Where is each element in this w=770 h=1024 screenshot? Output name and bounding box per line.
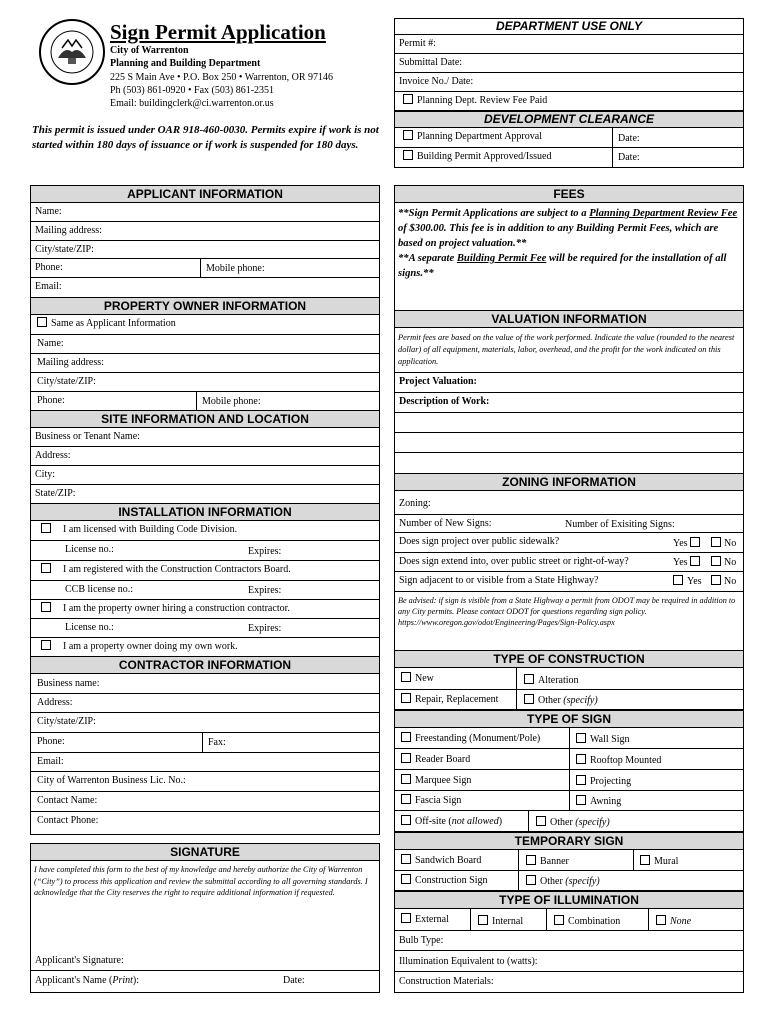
page-title: Sign Permit Application [110, 20, 326, 44]
description-label: Description of Work: [399, 396, 490, 407]
combination[interactable] [554, 915, 620, 928]
none-checkbox[interactable] [656, 915, 666, 925]
construction-new-label: New [415, 673, 434, 684]
applicant-name-label: Name: [35, 206, 62, 217]
submittal-date-label: Submittal Date: [399, 57, 463, 68]
applicant-signature-label: Applicant's Signature: [35, 955, 124, 966]
q1-yes-label: Yes [673, 538, 688, 549]
q2-yes-checkbox[interactable] [690, 556, 700, 566]
contractor-title: CONTRACTOR INFORMATION [30, 656, 380, 674]
q3-no-checkbox[interactable] [711, 575, 721, 585]
sign-other-checkbox[interactable] [536, 816, 546, 826]
q3-yes-checkbox[interactable] [673, 575, 683, 585]
projecting-checkbox[interactable] [576, 775, 586, 785]
planning-approval-checkbox[interactable] [403, 130, 413, 140]
fees-p1-c: of $300.00. This fee is in addition to any Building Permit Fees, which are based on project valuation.** [398, 223, 719, 249]
q1-label: Does sign project over public sidewalk? [399, 536, 560, 547]
bulb-type-label: Bulb Type: [399, 935, 444, 946]
dept-name: Planning and Building Department [110, 58, 261, 69]
q3-yes[interactable] [673, 575, 702, 588]
construction-new-checkbox[interactable] [401, 672, 411, 682]
contractor-address-field[interactable] [31, 694, 379, 713]
external-label: External [415, 914, 449, 925]
odot-advisory-text: Be advised: if sign is visible from a State Highway a permit from ODOT may be required in addition to any City permits. Please contact ODOT for questions regarding sign policy. [398, 596, 736, 616]
review-fee-checkbox[interactable] [403, 94, 413, 104]
marquee-label: Marquee Sign [415, 775, 472, 786]
dept-email: Email: buildingclerk@ci.warrenton.or.us [110, 98, 274, 109]
applicant-phone-label: Phone: [35, 262, 63, 273]
department-use-title: DEPARTMENT USE ONLY [394, 18, 744, 35]
sign-other[interactable] [536, 816, 610, 829]
construction-sign-label: Construction Sign [415, 875, 488, 886]
project-valuation-label: Project Valuation: [399, 376, 477, 387]
owner-title: PROPERTY OWNER INFORMATION [30, 297, 380, 315]
contractor-business-label: Business name: [37, 678, 100, 689]
internal-label: Internal [492, 916, 524, 927]
applicant-email-label: Email: [35, 281, 62, 292]
owner-mailing-field[interactable] [31, 354, 379, 373]
sandwich-board-label: Sandwich Board [415, 855, 482, 866]
q2-no-label: No [724, 557, 737, 568]
none-option[interactable] [656, 915, 691, 928]
banner-checkbox[interactable] [526, 855, 536, 865]
contractor-fax-label: Fax: [208, 737, 226, 748]
permit-number-field[interactable] [395, 35, 743, 54]
installation-opt3[interactable] [31, 600, 379, 619]
installation-opt1-checkbox[interactable] [41, 523, 51, 533]
owner-mobile-label: Mobile phone: [202, 396, 261, 407]
sign-other-label: Other [550, 817, 576, 828]
ccb-label: CCB license no.: [65, 584, 134, 595]
site-state-label: State/ZIP: [35, 488, 76, 499]
q2-no-checkbox[interactable] [711, 556, 721, 566]
applicant-name-field[interactable] [31, 203, 379, 222]
construction-alteration-checkbox[interactable] [524, 674, 534, 684]
site-title: SITE INFORMATION AND LOCATION [30, 410, 380, 428]
illumination-title: TYPE OF ILLUMINATION [394, 891, 744, 909]
offsite-end: ) [498, 816, 503, 827]
project-valuation-field[interactable] [395, 373, 743, 393]
installation-opt2-label: I am registered with the Construction Contractors Board. [63, 564, 291, 575]
owner-same-checkbox[interactable] [37, 317, 47, 327]
not-allowed-label: not allowed [451, 816, 499, 827]
internal[interactable] [478, 915, 523, 928]
materials-field[interactable] [395, 972, 743, 992]
sandwich-board-checkbox[interactable] [401, 854, 411, 864]
freestanding-checkbox[interactable] [401, 732, 411, 742]
site-state-field[interactable] [31, 485, 379, 503]
temp-row1 [395, 850, 743, 871]
watts-field[interactable] [395, 951, 743, 972]
freestanding-label: Freestanding (Monument/Pole) [415, 733, 541, 744]
zoning-label: Zoning: [399, 498, 431, 509]
offsite-label: Off-site ( [415, 816, 452, 827]
description-line4[interactable] [395, 453, 743, 473]
temporary-title: TEMPORARY SIGN [394, 832, 744, 850]
rooftop-label: Rooftop Mounted [590, 755, 662, 766]
planning-approval-date: Date: [618, 133, 640, 144]
bulb-type-field[interactable] [395, 931, 743, 951]
applicant-email-field[interactable] [31, 278, 379, 297]
fees-p1-a: **Sign Permit Applications are subject to a [398, 208, 590, 219]
projecting-label: Projecting [590, 776, 632, 787]
q2-yes[interactable] [673, 556, 704, 569]
mural-checkbox[interactable] [640, 855, 650, 865]
site-address-label: Address: [35, 450, 71, 461]
applicant-title: APPLICANT INFORMATION [30, 185, 380, 203]
signature-statement: I have completed this form to the best of my knowledge and hereby authorize the City of Warrenton (“City”) to process this application and review the submittal according to all governing standards. I acknowledge that the City reserves the right to require additional information if requested. [34, 865, 368, 897]
construction-repair-checkbox[interactable] [401, 693, 411, 703]
site-business-label: Business or Tenant Name: [35, 431, 140, 442]
city-seal [38, 18, 106, 86]
invoice-field[interactable] [395, 73, 743, 92]
combination-label: Combination [568, 916, 621, 927]
reader-board-label: Reader Board [415, 754, 471, 765]
expires1-label: Expires: [248, 546, 282, 557]
contractor-business-field[interactable] [31, 674, 379, 694]
contractor-address-label: Address: [37, 697, 73, 708]
q3-no[interactable] [711, 575, 736, 588]
installation-license3[interactable] [31, 619, 379, 638]
q1-yes[interactable] [673, 537, 704, 550]
installation-opt4[interactable] [31, 638, 379, 656]
applicant-signature-field[interactable] [31, 951, 379, 971]
building-approval-label: Building Permit Approved/Issued [417, 151, 552, 162]
site-address-field[interactable] [31, 447, 379, 466]
building-approval-checkbox[interactable] [403, 150, 413, 160]
reader-board-checkbox[interactable] [401, 753, 411, 763]
construction-specify: (specify) [563, 695, 598, 706]
print-name-label: Applicant's Name ( [35, 975, 113, 986]
dev-clearance-title: DEVELOPMENT CLEARANCE [394, 111, 744, 128]
fascia-label: Fascia Sign [415, 795, 462, 806]
q1-yes-checkbox[interactable] [690, 537, 700, 547]
contractor-city-field[interactable] [31, 713, 379, 733]
applicant-mobile-label: Mobile phone: [206, 263, 265, 274]
contractor-phone-field[interactable] [31, 733, 379, 753]
expires2-label: Expires: [248, 585, 282, 596]
marquee-checkbox[interactable] [401, 774, 411, 784]
construction-other[interactable] [524, 694, 598, 707]
signature-title: SIGNATURE [30, 843, 380, 861]
awning[interactable] [576, 795, 621, 808]
offsite-checkbox[interactable] [401, 815, 411, 825]
installation-opt1[interactable] [31, 521, 379, 541]
site-business-field[interactable] [31, 428, 379, 447]
owner-same-row[interactable] [31, 315, 379, 335]
contractor-license-field[interactable] [31, 772, 379, 792]
projecting[interactable] [576, 775, 631, 788]
applicant-city-label: City/state/ZIP: [35, 244, 94, 255]
installation-opt3-label: I am the property owner hiring a construction contractor. [63, 603, 290, 614]
q1-no-checkbox[interactable] [711, 537, 721, 547]
fees-text [398, 206, 738, 281]
dept-phone: Ph (503) 861-0920 • Fax (503) 861-2351 [110, 85, 275, 96]
q1-no-label: No [724, 538, 737, 549]
description-field[interactable] [395, 393, 743, 413]
owner-name-label: Name: [37, 338, 64, 349]
none-label: None [670, 916, 692, 927]
odot-url[interactable]: https://www.oregon.gov/odot/Engineering/Pages/Sign-Policy.aspx [398, 618, 615, 627]
applicant-mailing-field[interactable] [31, 222, 379, 241]
installation-opt1-label: I am licensed with Building Code Division. [63, 524, 238, 535]
temp-other[interactable] [526, 875, 600, 888]
zoning-title: ZONING INFORMATION [394, 473, 744, 491]
construction-alteration[interactable] [524, 674, 579, 687]
installation-ccb[interactable] [31, 581, 379, 600]
valuation-note: Permit fees are based on the value of the work performed. Indicate the value (rounded to the nearest dollar) of all equipment, materials, labor, overhead, and the profit for the work indicated on this application. [398, 333, 735, 366]
owner-name-field[interactable] [31, 335, 379, 354]
submittal-date-field[interactable] [395, 54, 743, 73]
planning-approval-row[interactable] [395, 128, 743, 148]
wall-sign[interactable] [576, 733, 629, 746]
valuation-title: VALUATION INFORMATION [394, 310, 744, 328]
fees-p2-c: will be required for the installation of all signs.** [398, 253, 727, 279]
wall-sign-checkbox[interactable] [576, 733, 586, 743]
fees-p1-b: Planning Department Review Fee [589, 208, 738, 219]
site-city-field[interactable] [31, 466, 379, 485]
signature-date-label: Date: [283, 975, 305, 986]
city-name: City of Warrenton [110, 45, 189, 56]
materials-label: Construction Materials: [399, 976, 494, 987]
q3-no-label: No [724, 576, 737, 587]
construction-other-checkbox[interactable] [524, 694, 534, 704]
installation-opt4-label: I am a property owner doing my own work. [63, 641, 238, 652]
installation-opt2[interactable] [31, 561, 379, 581]
q3-label: Sign adjacent to or visible from a State Highway? [399, 575, 599, 586]
dept-address: 225 S Main Ave • P.O. Box 250 • Warrenton, OR 97146 [110, 72, 334, 83]
owner-city-label: City/state/ZIP: [37, 376, 96, 387]
q3-yes-label: Yes [687, 576, 702, 587]
print-name-end: ): [132, 975, 140, 986]
contractor-contact-name-label: Contact Name: [37, 795, 98, 806]
contractor-email-label: Email: [37, 756, 64, 767]
rooftop[interactable] [576, 754, 661, 767]
applicant-print-name-field[interactable] [31, 971, 379, 992]
odot-advisory [398, 595, 738, 628]
license3-label: License no.: [65, 622, 114, 633]
new-signs-label: Number of New Signs: [399, 518, 492, 529]
q2-no[interactable] [711, 556, 736, 569]
awning-checkbox[interactable] [576, 795, 586, 805]
installation-opt3-checkbox[interactable] [41, 602, 51, 612]
fees-title: FEES [394, 185, 744, 203]
expires3-label: Expires: [248, 623, 282, 634]
temp-other-checkbox[interactable] [526, 875, 536, 885]
owner-mailing-label: Mailing address: [37, 357, 104, 368]
existing-signs-label: Number of Exisiting Signs: [565, 519, 675, 530]
temp-other-label: Other [540, 876, 566, 887]
construction-alteration-label: Alteration [538, 675, 579, 686]
banner[interactable] [526, 855, 569, 868]
site-city-label: City: [35, 469, 56, 480]
construction-title: TYPE OF CONSTRUCTION [394, 650, 744, 668]
banner-label: Banner [540, 856, 569, 867]
awning-label: Awning [590, 796, 622, 807]
q1-no[interactable] [711, 537, 736, 550]
mural[interactable] [640, 855, 678, 868]
sign-type-title: TYPE OF SIGN [394, 710, 744, 728]
building-approval-row[interactable] [395, 148, 743, 167]
contractor-contact-name-field[interactable] [31, 792, 379, 812]
installation-license1[interactable] [31, 541, 379, 561]
q2-label: Does sign extend into, over public street or right-of-way? [399, 556, 629, 567]
temp-specify: (specify) [565, 876, 600, 887]
owner-phone-label: Phone: [37, 395, 65, 406]
contractor-city-label: City/state/ZIP: [37, 716, 96, 727]
combination-checkbox[interactable] [554, 915, 564, 925]
internal-checkbox[interactable] [478, 915, 488, 925]
contractor-license-label: City of Warrenton Business Lic. No.: [37, 775, 186, 786]
permit-number-label: Permit #: [399, 38, 436, 49]
external-checkbox[interactable] [401, 913, 411, 923]
construction-sign-checkbox[interactable] [401, 874, 411, 884]
fees-p2-b: Building Permit Fee [456, 253, 547, 264]
review-fee-paid[interactable] [395, 92, 743, 111]
applicant-city-field[interactable] [31, 241, 379, 259]
description-line3[interactable] [395, 433, 743, 453]
contractor-contact-phone-label: Contact Phone: [37, 815, 99, 826]
rooftop-checkbox[interactable] [576, 754, 586, 764]
owner-city-field[interactable] [31, 373, 379, 392]
mural-label: Mural [654, 856, 679, 867]
owner-same-label: Same as Applicant Information [51, 318, 176, 329]
description-line2[interactable] [395, 413, 743, 433]
zoning-field[interactable] [395, 491, 743, 515]
contractor-email-field[interactable] [31, 753, 379, 772]
watts-label: Illumination Equivalent to (watts): [399, 956, 538, 967]
applicant-phone-field[interactable] [31, 259, 379, 278]
fees-p2-a: **A separate [398, 253, 457, 264]
wall-sign-label: Wall Sign [590, 734, 630, 745]
sign-specify: (specify) [575, 817, 610, 828]
installation-title: INSTALLATION INFORMATION [30, 503, 380, 521]
construction-other-label: Other [538, 695, 564, 706]
installation-opt2-checkbox[interactable] [41, 563, 51, 573]
review-fee-label: Planning Dept. Review Fee Paid [417, 95, 548, 106]
license1-label: License no.: [65, 544, 114, 555]
contractor-contact-phone-field[interactable] [31, 812, 379, 834]
invoice-label: Invoice No./ Date: [399, 76, 474, 87]
construction-repair-label: Repair, Replacement [415, 694, 499, 705]
contractor-phone-label: Phone: [37, 736, 65, 747]
print-label: Print [112, 975, 133, 986]
applicant-mailing-label: Mailing address: [35, 225, 102, 236]
building-approval-date: Date: [618, 152, 640, 163]
q2-yes-label: Yes [673, 557, 688, 568]
installation-opt4-checkbox[interactable] [41, 640, 51, 650]
fascia-checkbox[interactable] [401, 794, 411, 804]
permit-notice: This permit is issued under OAR 918-460-0030. Permits expire if work is not started within 180 days of issuance or if work is suspended for 180 days. [32, 124, 379, 151]
planning-approval-label: Planning Department Approval [417, 131, 542, 142]
